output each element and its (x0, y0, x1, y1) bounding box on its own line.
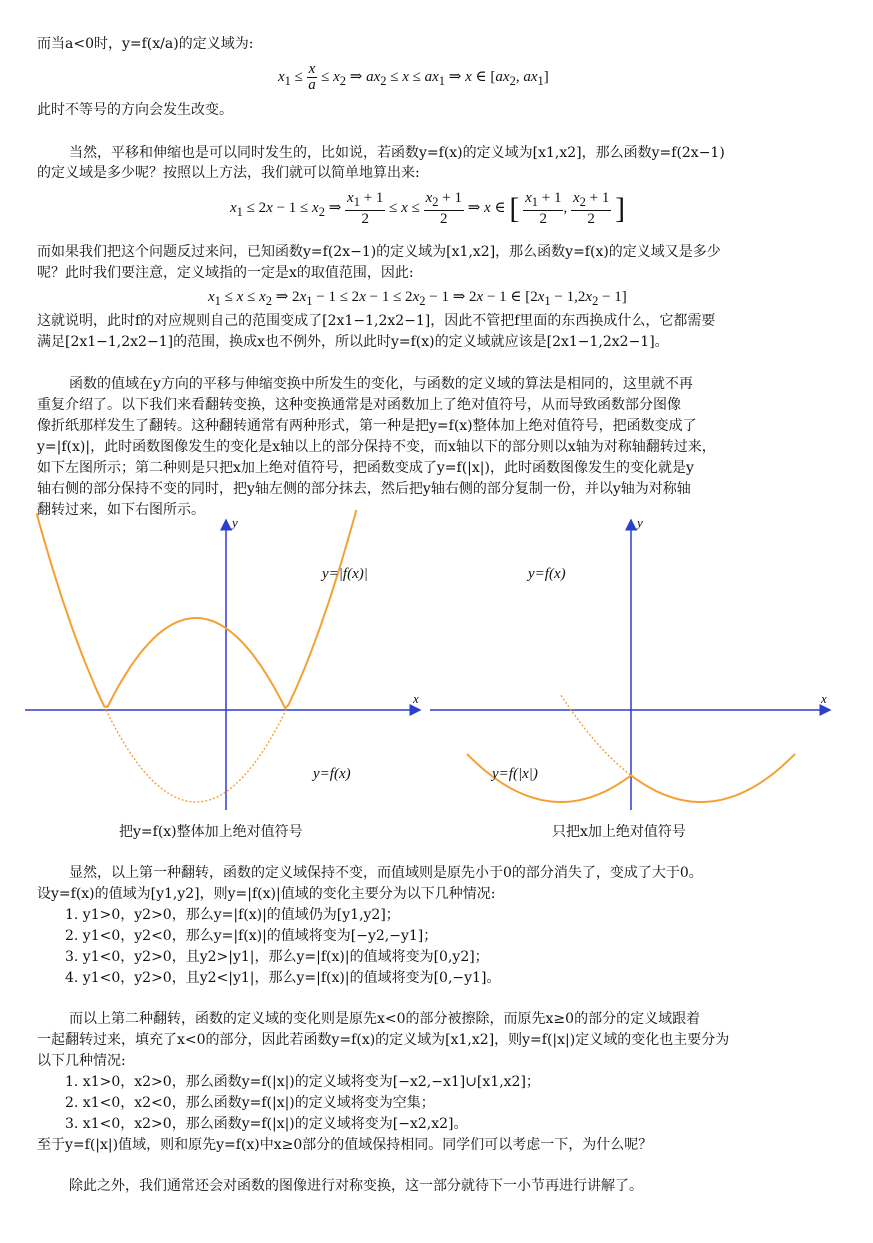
text-line-3: 当然，平移和伸缩也是可以同时发生的，比如说，若函数y=f(x)的定义域为[x1,x2]，那么函数y=f(2x−1) (69, 145, 725, 161)
left-label-orig: y=f(x) (313, 766, 351, 782)
text-line-8: 满足[2x1−1,2x2−1]的范围，换成x也不例外，所以此时y=f(x)的定义域就应该是[2x1−1,2x2−1]。 (37, 334, 669, 350)
text-line-12: y=|f(x)|，此时函数图像发生的变化是x轴以上的部分保持不变，而x轴以下的部分则以x轴为对称轴翻转过来， (37, 439, 716, 455)
transformation-figures (0, 510, 873, 820)
right-label-orig: y=f(x) (528, 566, 566, 582)
text-line-24: 以下几种情况: (37, 1053, 126, 1069)
text-line-29: 除此之外，我们通常还会对函数的图像进行对称变换，这一部分就待下一小节再进行讲解了。 (69, 1178, 643, 1194)
formula-1: $x_1$ ≤ $\frac{x}{a}$ ≤ $x_2$ ⇒ $ax_2 \le x \le ax_1$ ⇒ x ∈ [$ax_2$, $ax_1$] (278, 61, 549, 93)
left-abs-curve (37, 510, 424, 708)
text-line-28: 至于y=f(|x|)值域，则和原先y=f(x)中x≥0部分的值域保持相同。同学们可以考虑一下，为什么呢？ (37, 1137, 653, 1153)
formula-3: $x_1 \le x \le x_2$ ⇒ $2x_1 - 1 \le 2x - 1 \le 2x_2 - 1$ ⇒ 2x − 1 ∈ $[2x_1 - 1,2x_2 - 1]$ (208, 289, 627, 308)
text-line-13: 如下左图所示；第二种则是只把x加上绝对值符号，把函数变成了y=f(|x|)，此时函数图像发生的变化就是y (37, 460, 694, 476)
text-line-4: 的定义域是多少呢？按照以上方法，我们就可以简单地算出来: (37, 165, 420, 181)
left-figure (25, 510, 424, 810)
left-figure-caption: 把y=f(x)整体加上绝对值符号 (119, 824, 303, 840)
right-original-curve-dotted (561, 695, 631, 775)
list-item-2: 2. y1<0，y2<0，那么y=|f(x)|的值域将变为[−y2,−y1]； (65, 928, 438, 944)
right-figure (430, 515, 830, 810)
formula-2: $x_1 \le 2x - 1 \le x_2$ ⇒ $\frac{x_1 + 1}{2}$ ≤ x ≤ $\frac{x_2 + 1}{2}$ ⇒ x ∈ [ $\frac{x_1 + 1}{2}$ , $\frac{x_2 + 1}{2}$ ] (230, 190, 626, 227)
text-line-11: 像折纸那样发生了翻转。这种翻转通常有两种形式，第一种是把y=f(x)整体加上绝对值符号，把函数变成了 (37, 418, 697, 434)
text-line-5: 而如果我们把这个问题反过来问，已知函数y=f(2x−1)的定义域为[x1,x2]，那么函数y=f(x)的定义域又是多少 (37, 244, 721, 260)
left-original-curve-dotted (106, 710, 286, 802)
text-line-6: 呢？此时我们要注意，定义域指的一定是x的取值范围，因此: (37, 265, 414, 281)
text-line-23: 一起翻转过来，填充了x<0的部分，因此若函数y=f(x)的定义域为[x1,x2]，则y=f(|x|)定义域的变化也主要分为 (37, 1032, 730, 1048)
list-item-4: 4. y1<0，y2>0，且y2<|y1|，那么y=|f(x)|的值域将变为[0,−y1]。 (65, 970, 501, 986)
left-label-abs: y=|f(x)| (322, 566, 368, 582)
list-item-6: 2. x1<0，x2<0，那么函数y=f(|x|)的定义域将变为空集； (65, 1095, 435, 1111)
text-line-14: 轴右侧的部分保持不变的同时，把y轴左侧的部分抹去，然后把y轴右侧的部分复制一份，并以y轴为对称轴 (37, 481, 691, 497)
text-line-9: 函数的值域在y方向的平移与伸缩变换中所发生的变化，与函数的定义域的算法是相同的，这里就不再 (69, 376, 693, 392)
right-x-axis-label: x (821, 691, 827, 706)
right-y-axis-label: y (637, 515, 643, 530)
text-line-16: 显然，以上第一种翻转，函数的定义域保持不变，而值域则是原先小于0的部分消失了，变成了大于0。 (69, 865, 703, 881)
list-item-3: 3. y1<0，y2>0，且y2>|y1|，那么y=|f(x)|的值域将变为[0,y2]； (65, 949, 489, 965)
left-x-axis-label: x (413, 691, 419, 706)
list-item-5: 1. x1>0，x2>0，那么函数y=f(|x|)的定义域将变为[−x2,−x1]∪[x1,x2]； (65, 1074, 540, 1090)
text-line-17: 设y=f(x)的值域为[y1,y2]，则y=|f(x)|值域的变化主要分为以下几种情况: (37, 886, 496, 902)
right-label-abs: y=f(|x|) (492, 766, 538, 782)
text-line-22: 而以上第二种翻转，函数的定义域的变化则是原先x<0的部分被擦除，而原先x≥0的部分的定义域跟着 (69, 1011, 701, 1027)
text-line-7: 这就说明，此时f的对应规则自己的范围变成了[2x1−1,2x2−1]，因此不管把f里面的东西换成什么，它都需要 (37, 313, 716, 329)
text-line-1: 而当a<0时，y=f(x/a)的定义域为: (37, 36, 254, 52)
text-line-10: 重复介绍了。以下我们来看翻转变换，这种变换通常是对函数加上了绝对值符号，从而导致函数部分图像 (37, 397, 681, 413)
list-item-1: 1. y1>0，y2>0，那么y=|f(x)|的值域仍为[y1,y2]； (65, 907, 400, 923)
left-y-axis-label: y (232, 515, 238, 530)
list-item-7: 3. x1<0，x2>0，那么函数y=f(|x|)的定义域将变为[−x2,x2]。 (65, 1116, 468, 1132)
text-line-2: 此时不等号的方向会发生改变。 (37, 102, 233, 118)
right-figure-caption: 只把x加上绝对值符号 (552, 824, 686, 840)
text-line-15: 翻转过来，如下右图所示。 (37, 502, 205, 518)
